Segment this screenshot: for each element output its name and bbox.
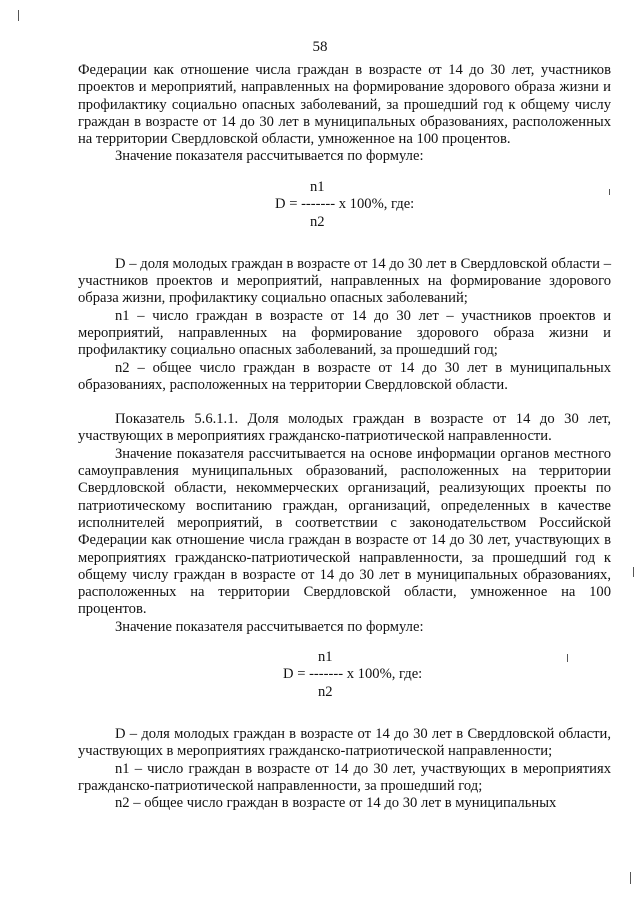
paragraph: Значение показателя рассчитывается на основе информации органов местного самоуправления муниципальных образований, расположенных на территории Свердловской области, некоммерческих организаций, реализующих проекты по патриотическому воспитанию граждан, организаций, определенных в качестве исполнителей мероприятий, в соответствии с законодательством Российской Федерации как отношение числа граждан в возрасте от 14 до 30 лет, участвующих в мероприятиях гражданско-патриотической направленности, за прошедший год к общему числу граждан в возрасте от 14 до 30 лет в муниципальных образованиях, расположенных на территории Свердловской области, умноженное на 100 процентов. bbox=[78, 445, 611, 618]
formula-intro: Значение показателя рассчитывается по формуле: bbox=[115, 618, 424, 635]
scan-mark bbox=[630, 872, 631, 884]
page-number: 58 bbox=[312, 39, 328, 55]
definition: n1 – число граждан в возрасте от 14 до 30 лет, участвующих в мероприятиях гражданско-патриотической направленности, за прошедший год; bbox=[78, 760, 611, 794]
formula bbox=[78, 179, 611, 231]
scan-mark bbox=[633, 567, 634, 577]
definition: n2 – общее число граждан в возрасте от 14 до 30 лет в муниципальных bbox=[115, 795, 557, 812]
indicator-heading: Показатель 5.6.1.1. Доля молодых граждан в возрасте от 14 до 30 лет, участвующих в мероприятиях гражданско-патриотической направленности. bbox=[78, 411, 611, 445]
formula-equation: D = ------- х 100%, где: bbox=[283, 666, 423, 683]
document-body bbox=[78, 62, 611, 813]
formula bbox=[78, 649, 611, 701]
definition: n2 – общее число граждан в возрасте от 14 до 30 лет в муниципальных образованиях, расположенных на территории Свердловской области. bbox=[78, 359, 611, 393]
definition: n1 – число граждан в возрасте от 14 до 30 лет – участников проектов и мероприятий, направленных на формирование здорового образа жизни и профилактику социально опасных заболеваний, за прошедший год; bbox=[78, 307, 611, 359]
paragraph: Федерации как отношение числа граждан в возрасте от 14 до 30 лет, участников проектов и мероприятий, направленных на формирование здорового образа жизни и профилактику социально опасных заболеваний, за прошедший год к общему числу граждан в возрасте от 14 до 30 лет в муниципальных образованиях, расположенных на территории Свердловской области, умноженное на 100 процентов. bbox=[78, 62, 611, 148]
formula-intro: Значение показателя рассчитывается по формуле: bbox=[115, 148, 424, 165]
definition: D – доля молодых граждан в возрасте от 14 до 30 лет в Свердловской области – участников проектов и мероприятий, направленных на формирование здорового образа жизни, профилактику социально опасных заболеваний; bbox=[78, 255, 611, 307]
scan-mark bbox=[18, 10, 19, 21]
formula-denominator: n2 bbox=[318, 684, 333, 701]
formula-numerator: n1 bbox=[310, 178, 325, 195]
formula-numerator: n1 bbox=[318, 649, 333, 666]
formula-denominator: n2 bbox=[310, 213, 325, 230]
formula-equation: D = ------- х 100%, где: bbox=[275, 195, 415, 212]
definition: D – доля молодых граждан в возрасте от 14 до 30 лет в Свердловской области, участвующих в мероприятиях гражданско-патриотической направленности; bbox=[78, 726, 611, 760]
